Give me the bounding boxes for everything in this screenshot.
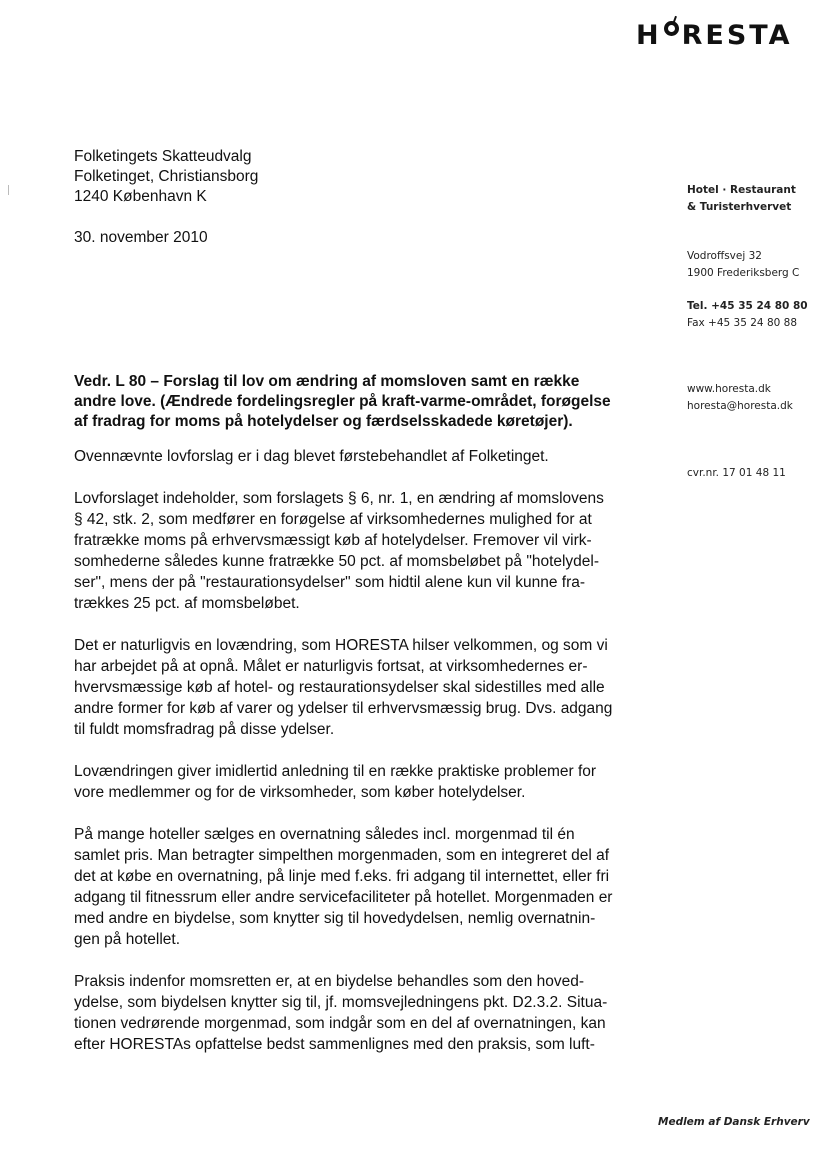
- body-line: vore medlemmer og for de virksomheder, som køber hotelydelser.: [74, 784, 526, 801]
- body-line: gen på hotellet.: [74, 931, 181, 948]
- body-line: fratrække moms på erhvervsmæssigt køb af hotelydelser. Fremover vil virk-: [74, 532, 592, 549]
- sender-address: [687, 248, 799, 282]
- body-line: Ovennævnte lovforslag er i dag blevet førstebehandlet af Folketinget.: [74, 448, 549, 465]
- body-line: samlet pris. Man betragter simpelthen morgenmaden, som en integreret del af: [74, 847, 610, 864]
- body-line: ydelse, som biydelsen knytter sig til, jf. momsvejledningens pkt. D2.3.2. Situa-: [74, 994, 608, 1011]
- paragraph: [74, 824, 619, 950]
- body-line: somhederne således kunne fratrække 50 pct. af momsbeløbet på "hotelydel-: [74, 553, 600, 570]
- logo-letters-resta: RESTA: [681, 20, 793, 51]
- letter-date: 30. november 2010: [74, 229, 208, 246]
- cvr-number: cvr.nr. 17 01 48 11: [687, 467, 786, 479]
- letter-subject: [74, 372, 619, 432]
- logo-o-icon: [664, 21, 679, 36]
- body-line: tionen vedrørende morgenmad, som indgår som en del af overnatningen, kan: [74, 1015, 606, 1032]
- body-line: Det er naturligvis en lovændring, som HORESTA hilser velkommen, og som vi: [74, 637, 608, 654]
- sender-street: Vodroffsvej 32: [687, 250, 762, 262]
- body-line: det at købe en overnatning, på linje med f.eks. fri adgang til internettet, eller fri: [74, 868, 610, 885]
- body-line: med andre en biydelse, som knytter sig til hovedydelsen, nemlig overnatnin-: [74, 910, 596, 927]
- subject-line: af fradrag for moms på hotelydelser og færdselsskadede køretøjer).: [74, 413, 573, 430]
- body-line: Lovændringen giver imidlertid anledning til en række praktiske problemer for: [74, 763, 597, 780]
- fax-number: Fax +45 35 24 80 88: [687, 317, 798, 329]
- body-line: På mange hoteller sælges en overnatning således incl. morgenmad til én: [74, 826, 575, 843]
- email-link[interactable]: horesta@horesta.dk: [687, 400, 793, 412]
- org-name-line: & Turisterhvervet: [687, 201, 792, 213]
- body-line: ser", mens der på "restaurationsydelser" som hidtil alene kun vil kunne fra-: [74, 574, 586, 591]
- address-line: Folketingets Skatteudvalg: [74, 148, 252, 165]
- org-name-line: Hotel · Restaurant: [687, 184, 796, 196]
- logo-letter-h: H: [636, 20, 662, 51]
- horesta-logo: [636, 20, 793, 51]
- membership-footer: Medlem af Dansk Erhverv: [658, 1116, 810, 1128]
- paragraph: [74, 761, 619, 803]
- body-line: til fuldt momsfradrag på disse ydelser.: [74, 721, 335, 738]
- paragraph: [74, 635, 619, 740]
- address-line: Folketinget, Christiansborg: [74, 168, 259, 185]
- recipient-address: [74, 147, 258, 207]
- body-line: hvervsmæssige køb af hotel- og restaurationsydelser skal sidestilles med alle: [74, 679, 605, 696]
- org-name: [687, 182, 796, 216]
- body-line: efter HORESTAs opfattelse bedst sammenlignes med den praksis, som luft-: [74, 1036, 595, 1053]
- body-line: trækkes 25 pct. af momsbeløbet.: [74, 595, 300, 612]
- subject-line: Vedr. L 80 – Forslag til lov om ændring af momsloven samt en række: [74, 373, 580, 390]
- body-line: Praksis indenfor momsretten er, at en biydelse behandles som den hoved-: [74, 973, 585, 990]
- body-line: adgang til fitnessrum eller andre servicefaciliteter på hotellet. Morgenmaden er: [74, 889, 613, 906]
- sender-city: 1900 Frederiksberg C: [687, 267, 800, 279]
- phone-block: [687, 298, 808, 332]
- body-line: § 42, stk. 2, som medfører en forøgelse af virksomhedernes mulighed for at: [74, 511, 592, 528]
- body-line: Lovforslaget indeholder, som forslagets § 6, nr. 1, en ændring af momslovens: [74, 490, 604, 507]
- phone-number: Tel. +45 35 24 80 80: [687, 300, 808, 312]
- body-line: har arbejdet på at opnå. Målet er naturligvis fortsat, at virksomhedernes er-: [74, 658, 588, 675]
- paragraph: [74, 971, 619, 1055]
- subject-line: andre love. (Ændrede fordelingsregler på kraft-varme-området, forøgelse: [74, 393, 611, 410]
- address-line: 1240 København K: [74, 188, 207, 205]
- letter-body: [74, 446, 619, 1076]
- web-block: [687, 381, 793, 415]
- scan-edge-mark: [8, 185, 9, 195]
- website-link[interactable]: www.horesta.dk: [687, 383, 771, 395]
- paragraph: [74, 446, 619, 467]
- paragraph: [74, 488, 619, 614]
- body-line: andre former for køb af varer og ydelser til erhvervsmæssig brug. Dvs. adgang: [74, 700, 613, 717]
